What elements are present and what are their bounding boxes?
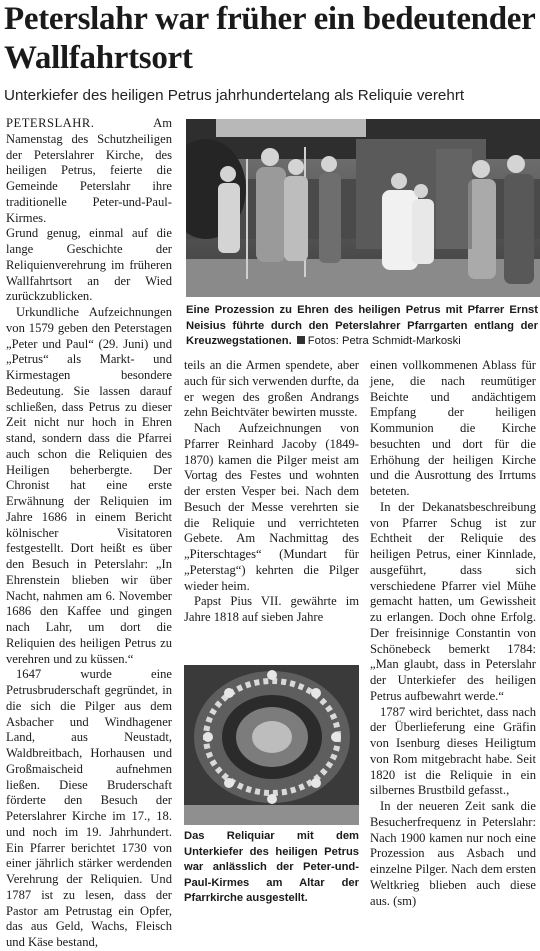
reliquary-photo [184, 665, 359, 825]
paragraph: 1647 wurde eine Petrusbruderschaft gegründet, in die sich die Pilger aus dem Asbacher und Windhagener Land, aus Neustadt, Waldbreitbach, Horhausen und Großmaischeid aufnehmen ließen. Diese Bruderschaft förderte den Besuch der Peterslahrer Kirche im 17., 18. und noch im 19. Jahrhundert. Ein Pfarrer berichtet 1730 von einer jährlich stärker werdenden Verehrung der Reliquien. Und 1787 ist zu lesen, dass der Pastor am Petrustag ein Opfer, das aus Geld, Wachs, Fleisch und Käse bestand, [6, 667, 172, 949]
paragraph: Urkundliche Aufzeichnungen von 1579 geben den Peterstagen „Peter und Paul“ (29. Juni) und „Petrus“ als Markt- und Kirmestagen besondere Bedeutung. Sie lassen darauf schließen, dass Petrus zu dieser Zeit nicht nur hoch in Ehren stand, sondern dass die Pfarrei auch schon die Reliquien des Heiligen beherbergte. Der Chronist hat eine erste Erwähnung der Reliquien im Jahre 1686 in einem Bericht kölnischer Visitatoren festgestellt. Dort heißt es über den Besuch in Peterslahr: „In Ehrenstein blieben wir über Nacht, nahmen am 6. November 1686 den Kaffee und gingen nach Lahr, um dort die Reliquien des heiligen Petrus zu verehren und zu küssen.“ [6, 305, 172, 666]
paragraph: Papst Pius VII. gewährte im Jahre 1818 auf sieben Jahre [184, 594, 359, 624]
paragraph: teils an die Armen spendete, aber auch für sich verwenden durfte, da er wegen des großen Andrangs zehn Beichtväter bewirten musste. [184, 358, 359, 420]
paragraph: Grund genug, einmal auf die lange Geschichte der Reliquienverehrung im früheren Wallfahrtsort an der Wied zurückzublicken. [6, 226, 172, 304]
procession-photo [186, 119, 540, 297]
column-2 [184, 358, 359, 626]
paragraph: einen vollkommenen Ablass für jene, die nach reumütiger Beichte und andächtigem Empfang der heiligen Kommunion die Kirche besuchten und dort für die Erhöhung der heiligen Kirche und die Ausrottung des Irrtums beteten. [370, 358, 536, 498]
paragraph: In der neueren Zeit sank die Besucherfrequenz in Peterslahr: Nach 1900 kamen nur noch eine Prozession aus Asbach und einzelne Pilger. Nach dem ersten Weltkrieg blieben auch diese aus. (sm) [370, 799, 536, 908]
paragraph: 1787 wird berichtet, dass nach der Überlieferung eine Gräfin von Isenburg dieses Heiligtum von Rom mitgebracht habe. Seit 1820 ist die Reliquie in ein silbernes Brustbild gefasst., [370, 704, 536, 798]
paragraph: Nach Aufzeichnungen von Pfarrer Reinhard Jacoby (1849-1870) kamen die Pilger meist am Vortag des Festes und wohnten der ersten Vesper bei. Nach dem Besuch der Messe verehrten sie die Reliquie und verrichteten Gebete. Am Nachmittag des „Piterschtages“ (Mundart für „Peterstag“) kehrten die Pilger wieder heim. [184, 421, 359, 593]
headline: Peterslahr war früher ein bedeutender Wallfahrtsort [4, 1, 535, 76]
photo2-caption: Das Reliquiar mit dem Unterkiefer des heiligen Petrus war anlässlich der Peter-und-Paul-Kirmes am Altar der Pfarrkirche ausgestellt. [184, 830, 359, 904]
column-3 [370, 358, 536, 909]
photo-credit: Fotos: Petra Schmidt-Markoski [307, 335, 461, 347]
credit-square-icon [297, 336, 305, 344]
photo1-caption [186, 303, 538, 350]
column-1 [6, 116, 172, 951]
caption-text: Eine Prozession zu Ehren des heiligen Petrus mit Pfarrer Ernst Neisius führte durch den Peterslahrer Pfarrgarten entlang der Kreuzwegstationen. [186, 304, 538, 347]
paragraph [6, 116, 172, 226]
subheadline: Unterkiefer des heiligen Petrus jahrhundertelang als Reliquie verehrt [4, 87, 465, 104]
paragraph: In der Dekanatsbeschreibung von Pfarrer Schug ist zur Echtheit der Reliquie des heiligen Petrus, einer Kinnlade, ausgeführt, dass sich verschiedene Pfarrer viel Mühe gemacht hatten, um Gewissheit zu erlangen. Doch ohne Erfolg. Der freisinnige Constantin von Schönebeck bemerkt 1784: „Man glaubt, dass in Peterslahr der Unterkiefer des heiligen Petrus aufbewahrt werde.“ [370, 499, 536, 703]
paragraph-text: Am Namenstag des Schutzheiligen der Peterslahrer Kirche, des heiligen Petrus, feierte die Gemeinde Peterslahr ihre traditionelle Peter-und-Paul-Kirmes. [6, 116, 172, 225]
dateline: PETERSLAHR. [6, 116, 95, 130]
